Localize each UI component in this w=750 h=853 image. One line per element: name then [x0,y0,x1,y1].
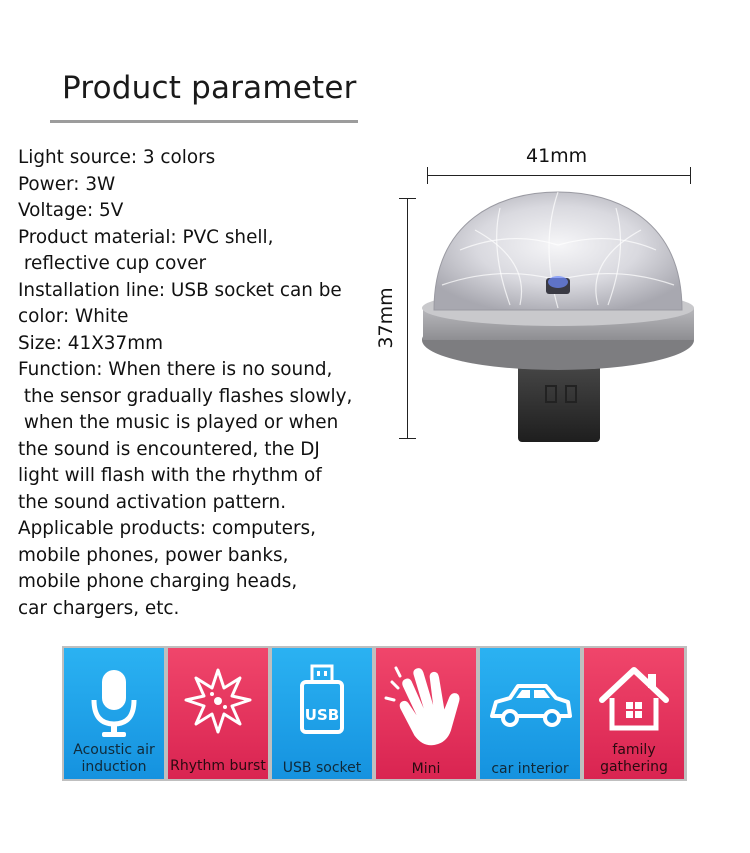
feature-usb-socket [272,648,372,779]
spec-function-4: the sound is encountered, the DJ [18,438,320,460]
spec-light-source: Light source: 3 colors [18,147,216,168]
spec-size: Size: 41X37mm [18,332,164,354]
width-dimension-label: 41mm [526,145,588,167]
feature-label-family [584,742,684,776]
hand-icon [376,648,476,779]
spec-list [18,145,388,622]
feature-label-line: induction [81,759,147,775]
spec-power: Power: 3W [18,173,116,195]
feature-label-usb: USB socket [282,760,362,776]
spec-installation: Installation line: USB socket can be [18,279,342,301]
feature-mini [376,648,476,779]
feature-label-car: car interior [491,761,569,777]
height-dimension-label: 37mm [375,287,397,349]
width-tick-right [690,167,691,184]
spec-applicable-2: mobile phones, power banks, [18,544,289,566]
width-tick-left [427,167,428,184]
spec-material: Product material: PVC shell, [18,226,274,248]
svg-text:USB: USB [304,706,340,724]
spec-applicable: Applicable products: computers, [18,518,316,539]
feature-icon-bar [62,646,687,781]
width-dimension-line [427,175,691,176]
page-title: Product parameter [62,70,357,106]
height-dimension-line [407,198,408,438]
product-image [420,190,720,450]
spec-function-3: when the music is played or when [18,412,339,433]
feature-label-mini: Mini [411,761,441,777]
feature-label-line: family [612,742,656,758]
title-underline [50,120,358,123]
spec-applicable-3: mobile phone charging heads, [18,571,298,592]
car-icon [480,648,580,779]
spec-material-cont: reflective cup cover [18,253,207,274]
spec-color: color: White [18,306,129,327]
spec-voltage: Voltage: 5V [18,200,124,221]
feature-label-rhythm: Rhythm burst [170,758,266,774]
spec-function-2: the sensor gradually flashes slowly, [18,385,353,407]
spec-function-5: light will flash with the rhythm of [18,465,322,486]
feature-label-acoustic [64,742,164,776]
feature-label-line: Acoustic air [73,742,155,758]
height-tick-top [399,198,416,199]
spec-function: Function: When there is no sound, [18,359,333,380]
feature-rhythm-burst [168,648,268,779]
feature-family-gathering [584,648,684,779]
feature-acoustic-induction [64,648,164,779]
feature-car-interior [480,648,580,779]
feature-label-line: gathering [600,759,668,775]
height-tick-bottom [399,438,416,439]
spec-function-6: the sound activation pattern. [18,491,287,513]
spec-applicable-4: car chargers, etc. [18,597,180,619]
